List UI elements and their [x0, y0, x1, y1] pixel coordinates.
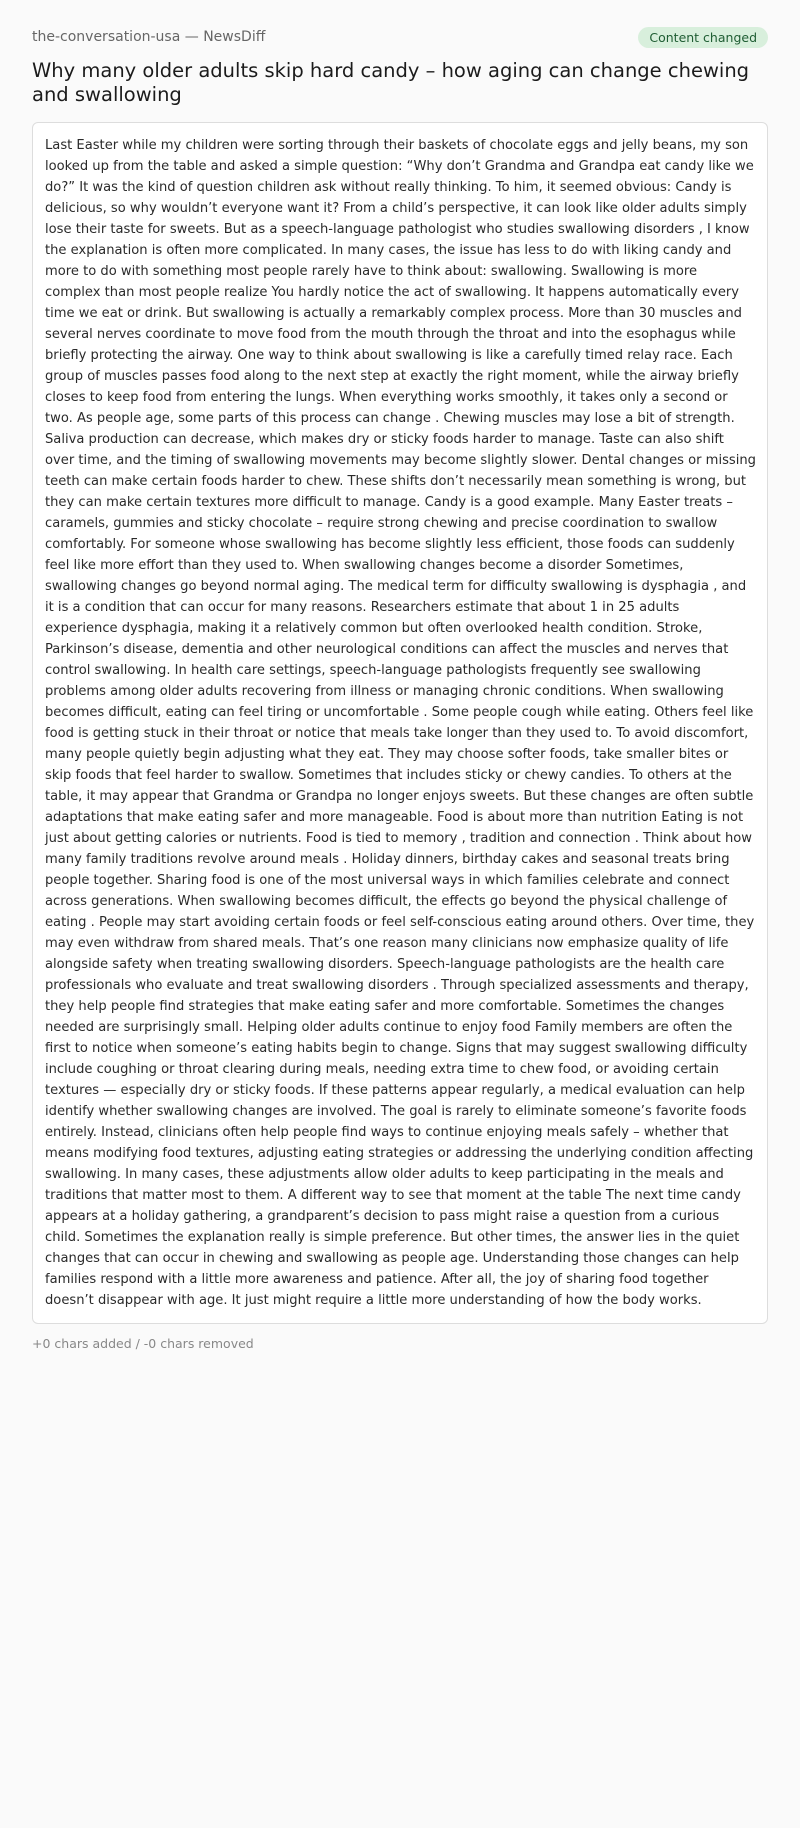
article-body: Last Easter while my children were sorting through their baskets of chocolate eggs and jelly beans, my son looked up from the table and asked a simple question: “Why don’t Grandma and Grandpa eat candy like we do?” It was the kind of question children ask without really thinking. To him, it seemed obvious: Candy is delicious, so why wouldn’t everyone want it? From a child’s perspective, it can look like older adults simply lose their taste for sweets. But as a speech-language pathologist who studies swallowing disorders , I know the explanation is often more complicated. In many cases, the issue has less to do with liking candy and more to do with something most people rarely have to think about: swallowing. Swallowing is more complex than most people realize You hardly notice the act of swallowing. It happens automatically every time we eat or drink. But swallowing is actually a remarkably complex process. More than 30 muscles and several nerves coordinate to move food from the mouth through the throat and into the esophagus while briefly protecting the airway. One way to think about swallowing is like a carefully timed relay race. Each group of muscles passes food along to the next step at exactly the right moment, while the airway briefly closes to keep food from entering the lungs. When everything works smoothly, it takes only a second or two. As people age, some parts of this process can change . Chewing muscles may lose a bit of strength. Saliva production can decrease, which makes dry or sticky foods harder to manage. Taste can also shift over time, and the timing of swallowing movements may become slightly slower. Dental changes or missing teeth can make certain foods harder to chew. These shifts don’t necessarily mean something is wrong, but they can make certain textures more difficult to manage. Candy is a good example. Many Easter treats – caramels, gummies and sticky chocolate – require strong chewing and precise coordination to swallow comfortably. For someone whose swallowing has become slightly less efficient, those foods can suddenly feel like more effort than they used to. When swallowing changes become a disorder Sometimes, swallowing changes go beyond normal aging. The medical term for difficulty swallowing is dysphagia , and it is a condition that can occur for many reasons. Researchers estimate that about 1 in 25 adults experience dysphagia, making it a relatively common but often overlooked health condition. Stroke, Parkinson’s disease, dementia and other neurological conditions can affect the muscles and nerves that control swallowing. In health care settings, speech-language pathologists frequently see swallowing problems among older adults recovering from illness or managing chronic conditions. When swallowing becomes difficult, eating can feel tiring or uncomfortable . Some people cough while eating. Others feel like food is getting stuck in their throat or notice that meals take longer than they used to. To avoid discomfort, many people quietly begin adjusting what they eat. They may choose softer foods, take smaller bites or skip foods that feel harder to swallow. Sometimes that includes sticky or chewy candies. To others at the table, it may appear that Grandma or Grandpa no longer enjoys sweets. But these changes are often subtle adaptations that make eating safer and more manageable. Food is about more than nutrition Eating is not just about getting calories or nutrients. Food is tied to memory , tradition and connection . Think about how many family traditions revolve around meals . Holiday dinners, birthday cakes and seasonal treats bring people together. Sharing food is one of the most universal ways in which families celebrate and connect across generations. When swallowing becomes difficult, the effects go beyond the physical challenge of eating . People may start avoiding certain foods or feel self-conscious eating around others. Over time, they may even withdraw from shared meals. That’s one reason many clinicians now emphasize quality of life alongside safety when treating swallowing disorders. Speech-language pathologists are the health care professionals who evaluate and treat swallowing disorders . Through specialized assessments and therapy, they help people find strategies that make eating safer and more comfortable. Sometimes the changes needed are surprisingly small. Helping older adults continue to enjoy food Family members are often the first to notice when someone’s eating habits begin to change. Signs that may suggest swallowing difficulty include coughing or throat clearing during meals, needing extra time to chew food, or avoiding certain textures — especially dry or sticky foods. If these patterns appear regularly, a medical evaluation can help identify whether swallowing changes are involved. The goal is rarely to eliminate someone’s favorite foods entirely. Instead, clinicians often help people find ways to continue enjoying meals safely – whether that means modifying food textures, adjusting eating strategies or addressing the underlying condition affecting swallowing. In many cases, these adjustments allow older adults to keep participating in the meals and traditions that matter most to them. A different way to see that moment at the table The next time candy appears at a holiday gathering, a grandparent’s decision to pass might raise a question from a curious child. Sometimes the explanation really is simple preference. But other times, the answer lies in the quiet changes that can occur in chewing and swallowing as people age. Understanding those changes can help families respond with a little more awareness and patience. After all, the joy of sharing food together doesn’t disappear with age. It just might require a little more understanding of how the body works. [45, 138, 756, 1308]
status-badge: Content changed [638, 27, 768, 48]
page-title: Why many older adults skip hard candy – how aging can change chewing and swallowing [32, 59, 750, 106]
diff-stats: +0 chars added / -0 chars removed [32, 1336, 254, 1351]
header [32, 20, 768, 54]
newsdiff-page [0, 20, 800, 1351]
source-label: the-conversation-usa — NewsDiff [32, 29, 266, 45]
article-panel [32, 122, 768, 1324]
